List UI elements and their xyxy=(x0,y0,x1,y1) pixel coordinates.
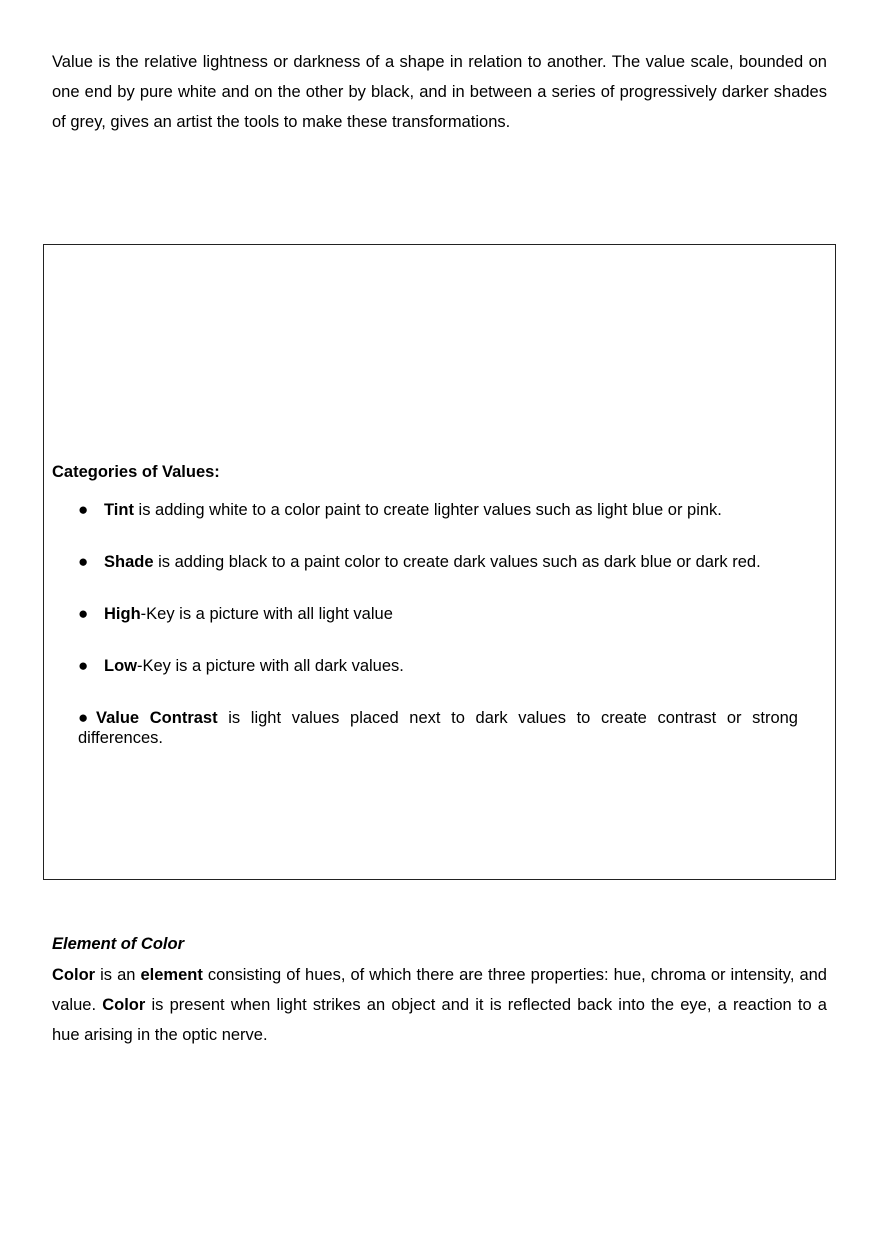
desc-tint: is adding white to a color paint to create lighter values such as light blue or pink. xyxy=(133,501,722,519)
word-color-2: Color xyxy=(102,996,146,1014)
color-paragraph xyxy=(52,960,827,1050)
term-tint: Tint xyxy=(104,501,134,519)
list-item-low-key xyxy=(78,656,798,676)
color-heading: Element of Color xyxy=(52,935,185,953)
desc-value-contrast: is light values placed next to dark values to create contrast or strong differences. xyxy=(78,709,798,747)
bullet-icon: ● xyxy=(78,552,89,571)
intro-paragraph: Value is the relative lightness or darkness of a shape in relation to another. The value scale, bounded on one end by pure white and on the other by black, and in between a series of progressively darker shades of grey, gives an artist the tools to make these transformations. xyxy=(52,53,827,131)
list-item-shade xyxy=(78,552,798,572)
color-text-3: is present when light strikes an object and it is reflected back into the eye, a reaction to a hue arising in the optic nerve. xyxy=(52,996,827,1044)
desc-high-key: -Key is a picture with all light value xyxy=(140,605,393,623)
desc-shade: is adding black to a paint color to create dark values such as dark blue or dark red. xyxy=(153,553,761,571)
categories-heading: Categories of Values: xyxy=(52,463,220,481)
bullet-icon: ● xyxy=(78,708,89,727)
word-element: element xyxy=(140,966,203,984)
list-item-high-key xyxy=(78,604,798,624)
color-text-1: is an xyxy=(95,966,141,984)
list-item-tint xyxy=(78,500,798,520)
bullet-icon: ● xyxy=(78,656,89,675)
term-low: Low xyxy=(104,657,137,675)
bullet-icon: ● xyxy=(78,500,89,519)
desc-low-key: -Key is a picture with all dark values. xyxy=(137,657,404,675)
term-shade: Shade xyxy=(104,553,154,571)
bullet-icon: ● xyxy=(78,604,89,623)
color-text-2: consisting of hues, of which there are three properties: hue, chroma or intensity, and value. xyxy=(52,966,827,1014)
list-item-value-contrast xyxy=(78,708,798,748)
term-high: High xyxy=(104,605,141,623)
word-color: Color xyxy=(52,966,96,984)
term-value-contrast: Value Contrast xyxy=(96,709,218,727)
